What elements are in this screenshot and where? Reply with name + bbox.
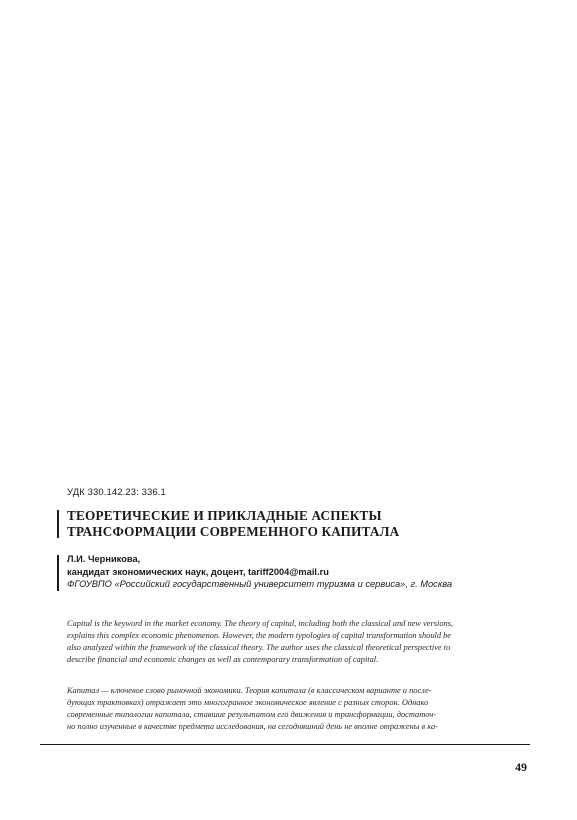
article-title bbox=[67, 508, 527, 540]
abstract-en-line: describe financial and economic changes as well as contemporary transformation of capital. bbox=[67, 655, 379, 664]
abstract-english bbox=[67, 618, 527, 666]
abstract-en-line: Capital is the keyword in the market economy. The theory of capital, including both the classical and new versions, bbox=[67, 619, 454, 628]
abstract-ru-line: Капитал — ключевое слово рыночной экономики. Теория капитала (в классическом варианте и после- bbox=[67, 686, 432, 695]
author-info bbox=[67, 553, 537, 591]
abstract-ru-line: дующих трактовках) отражает это многогранное экономическое явление с разных сторон. Однако bbox=[67, 698, 429, 707]
author-degree: кандидат экономических наук, доцент, tariff2004@mail.ru bbox=[67, 566, 329, 577]
title-accent-bar bbox=[57, 510, 59, 538]
title-line-2: ТРАНСФОРМАЦИИ СОВРЕМЕННОГО КАПИТАЛА bbox=[67, 524, 400, 539]
author-affiliation: ФГОУВПО «Российский государственный университет туризма и сервиса», г. Москва bbox=[67, 579, 453, 589]
page-number: 49 bbox=[515, 760, 527, 774]
abstract-russian bbox=[67, 685, 527, 733]
abstract-en-line: also analyzed within the framework of the classical theory. The author uses the classical theoretical perspective to bbox=[67, 643, 451, 652]
author-name: Л.И. Черникова, bbox=[67, 554, 141, 564]
article-title-block bbox=[57, 508, 527, 540]
abstract-en-line: explains this complex economic phenomenon. However, the modern typologies of capital transformation should be bbox=[67, 631, 452, 640]
abstract-ru-line: но полно изученные в качестве предмета исследования, на сегодняшний день не вполне отражены в ка- bbox=[67, 722, 438, 731]
author-accent-bar bbox=[57, 555, 59, 591]
title-line-1: ТЕОРЕТИЧЕСКИЕ И ПРИКЛАДНЫЕ АСПЕКТЫ bbox=[67, 508, 382, 523]
author-block bbox=[57, 553, 537, 591]
abstract-ru-line: современные типологии капитала, ставшие результатом его движения и трансформации, достаточ- bbox=[67, 710, 437, 719]
udk-code: УДК 330.142.23: 336.1 bbox=[67, 487, 166, 498]
footer-divider bbox=[40, 744, 530, 745]
